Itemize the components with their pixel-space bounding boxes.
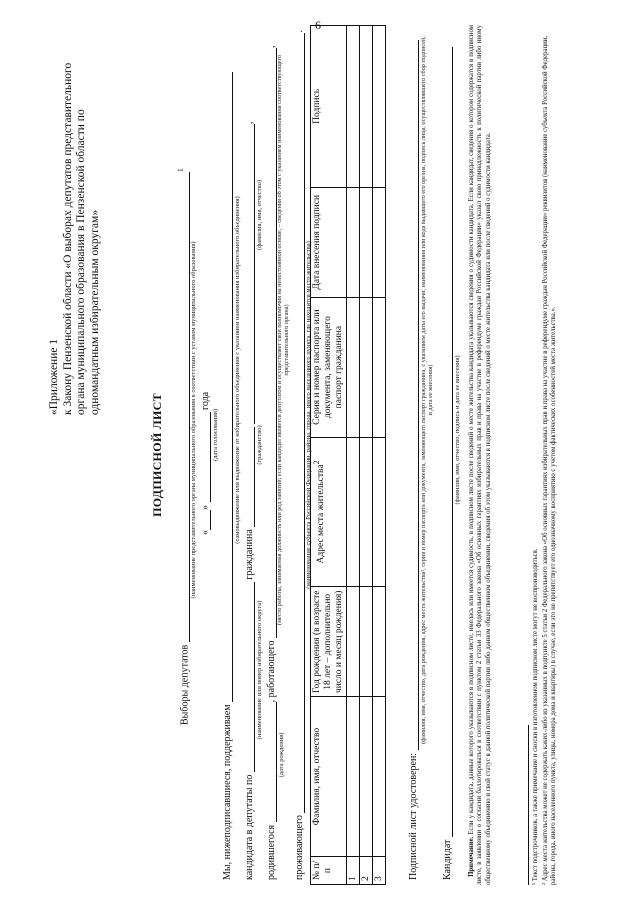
birth-field	[264, 702, 277, 822]
cell-date[interactable]	[346, 187, 359, 297]
cell-passport[interactable]	[346, 297, 359, 437]
cell-address[interactable]	[359, 437, 372, 587]
cell-birth[interactable]	[346, 587, 359, 697]
row-number: 1	[346, 857, 359, 885]
candidate-row: кандидата в депутаты по гражданина ,	[244, 121, 255, 880]
appendix-line2: к Закону Пензенской области «О выборах депутатов представительного органа муниципального образования в Пензенской области по одномандатным избирательным округам»	[61, 62, 101, 415]
cell-signature[interactable]	[372, 26, 385, 188]
residence-field	[292, 33, 305, 813]
table-row	[372, 26, 385, 885]
nomination-caption: (самовыдвижение или выдвижение от избирательного объединения с указанием наименования избирательного объединения)	[234, 196, 241, 544]
district-field	[242, 582, 255, 772]
cell-signature[interactable]	[346, 26, 359, 188]
footnote-2: ² Адрес места жительства может не содержать каких-либо из указанных в подпункте 5 статьи 2 Федерального закона «Об основных гарантиях избирательных прав и права на участие в референдуме граждан Российской Федерации» реквизитов (наименование субъекта Российской Федерации, района, города, иного населенного пункта, улицы, номера дома и квартиры) в случае, если это не препятствует его однозначному восприятию с учетом фактических особенностей места жительства.».	[542, 35, 558, 885]
citizenship-field	[242, 427, 255, 527]
appendix-block	[48, 55, 102, 415]
cell-birth[interactable]	[372, 587, 385, 697]
col-address-sup: 2	[312, 460, 321, 465]
col-address	[311, 437, 347, 587]
col-fio: Фамилия, имя, отчество	[311, 697, 347, 857]
elections-caption: (наименование представительного органа муниципального образования в соответствии с уставом муниципального образования)	[190, 241, 197, 599]
appendix-line1: «Приложение 1	[48, 338, 60, 415]
elections-prefix: Выборы депутатов	[179, 644, 191, 725]
fio-caption: (фамилия, имя, отчество)	[256, 179, 263, 251]
table-header-row	[311, 26, 347, 885]
candidate-sign-field	[440, 47, 453, 837]
citizenship-caption: (гражданство)	[256, 425, 263, 465]
fio-field	[242, 124, 255, 424]
cell-birth[interactable]	[359, 587, 372, 697]
residing-row: проживающего .	[294, 30, 305, 880]
footnote-divider	[528, 725, 530, 885]
cell-date[interactable]	[372, 187, 385, 297]
table-row	[359, 26, 372, 885]
note-label: Примечание.	[468, 836, 475, 877]
date-quote-close: »	[200, 505, 211, 510]
born-row: родившегося , работающего ,	[266, 45, 277, 880]
cell-address[interactable]	[346, 437, 359, 587]
table-row	[346, 26, 359, 885]
rotated-form	[10, 25, 630, 885]
cell-date[interactable]	[359, 187, 372, 297]
footnote-1: ¹ Текст подстрочников, а также примечание и сноски в изготовленном подписном листе могут не воспроизводиться.	[532, 548, 539, 885]
cell-fio[interactable]	[372, 697, 385, 857]
candidate-prefix: кандидата в депутаты по	[244, 774, 255, 880]
row-number: 3	[372, 857, 385, 885]
we-text: Мы, нижеподписавшиеся, поддерживаем	[222, 704, 233, 880]
col-sign-date: Дата внесения подписи	[311, 187, 347, 297]
certifier-caption: (фамилия, имя, отчество, дата рождения, адрес места жительства², серия и номер паспорта или документа, заменяющего паспорт гражданина, с указанием даты его выдачи, наименования или кода выдавшего его органа, подпись лица, осуществлявшего сбор подписей, и дата ее внесения)	[420, 36, 434, 744]
certifier-field	[406, 40, 419, 750]
citizenship-word: гражданина	[244, 529, 255, 580]
elections-field	[177, 172, 190, 642]
working-word: , работающего	[266, 640, 277, 703]
signatures-table	[310, 25, 386, 885]
note-text: Если у кандидата, данные которого указываются в подписном листе, имелась или имеется судимость, в подписном листе после сведений о месте жительства кандидата указываются сведения о судимости кандидата. Если кандидат, сведения о котором содержатся в подписном листе, в заявлении о согласии баллотироваться в соответствии с пунктом 2 статьи 33 Федерального закона «Об основных гарантиях избирательных прав и права на участие в референдуме граждан Российской Федерации» указал свою принадлежность к политической партии либо иному общественному объединению и свой статус в данной политической партии либо данном общественном объединении, сведения об этом указываются в подписном листе после сведений о месте жительства кандидата или после сведений о судимости кандидата.	[468, 24, 492, 885]
row-number: 2	[359, 857, 372, 885]
residing-prefix: проживающего	[294, 815, 305, 880]
certified-prefix: Подписной лист удостоверен:	[408, 752, 419, 880]
cell-signature[interactable]	[359, 26, 372, 188]
col-number: № п/п	[311, 857, 347, 885]
cell-passport[interactable]	[359, 297, 372, 437]
page-number: 6	[315, 18, 321, 32]
cell-fio[interactable]	[359, 697, 372, 857]
col-address-label: Адрес места жительства	[316, 464, 327, 564]
district-caption: (наименование или номер избирательного округа)	[256, 600, 263, 740]
date-day-field	[198, 510, 211, 530]
date-quote-open: «	[200, 530, 211, 535]
birth-caption: (дата рождения)	[278, 732, 285, 778]
candidate-label: Кандидат	[442, 839, 453, 880]
col-passport: Серия и номер паспорта или документа, заменяющего паспорт гражданина	[311, 297, 347, 437]
elections-sup: 1	[176, 168, 185, 173]
born-prefix: родившегося	[266, 824, 277, 880]
nomination-field	[220, 72, 233, 702]
cell-fio[interactable]	[346, 697, 359, 857]
col-signature: Подпись	[311, 26, 347, 188]
date-month-field	[198, 413, 211, 503]
note-block	[468, 25, 493, 885]
col-birth-year: Год рождения (в возрасте 18 лет – дополнительно число и месяц рождения)	[311, 587, 347, 697]
support-row	[220, 72, 233, 880]
work-caption: (место работы, занимаемая должность или род занятий; если кандидат является депутатом и осуществляет свои полномочия на непостоянной основе, – сведения об этом с указанием наименования соответствующего представительного органа)	[276, 55, 290, 625]
date-caption: (дата голосования)	[212, 408, 219, 462]
residence-caption: (наименование субъекта Российской Федерации, района, города, иного населенного пункта, где находится место жительства)	[305, 241, 312, 589]
cell-address[interactable]	[372, 437, 385, 587]
form-title: ПОДПИСНОЙ ЛИСТ	[150, 393, 164, 517]
cell-passport[interactable]	[372, 297, 385, 437]
candidate-sign-row	[440, 47, 453, 880]
candidate-caption: (фамилия, имя, отчество, подпись и дата ее внесения)	[454, 355, 461, 505]
certified-row	[406, 40, 419, 880]
elections-row	[176, 168, 190, 725]
date-row	[198, 392, 211, 535]
year-word: года	[200, 391, 211, 410]
